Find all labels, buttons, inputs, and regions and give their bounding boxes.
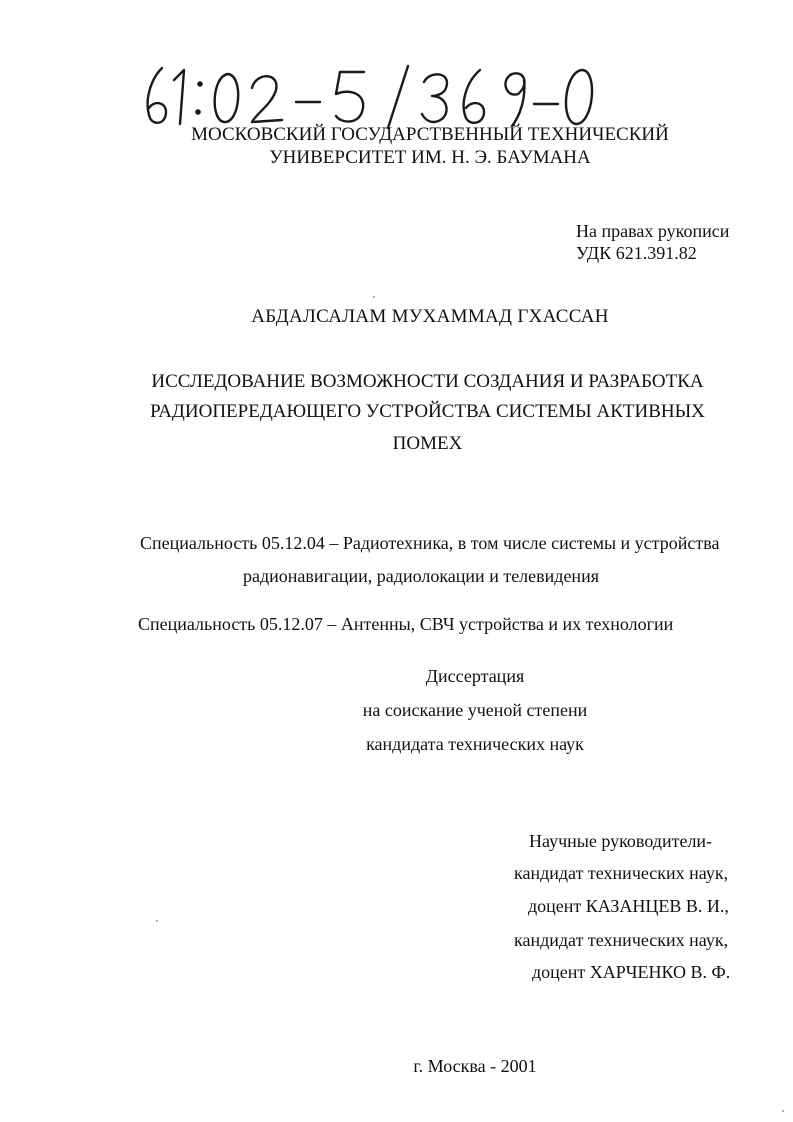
thesis-title-line1: ИССЛЕДОВАНИЕ ВОЗМОЖНОСТИ СОЗДАНИЯ И РАЗРАБОТКА [151,371,704,392]
supervisor-2-name: доцент ХАРЧЕНКО В. Ф. [532,962,731,982]
specialty-first-line1: Специальность 05.12.04 – Радиотехника, в том числе системы и устройства [140,533,720,553]
scan-speck [156,920,158,922]
thesis-title-line3: ПОМЕХ [392,433,463,454]
udc-code: УДК 621.391.82 [576,243,697,263]
manuscript-rights: На правах рукописи [576,221,730,241]
author-name: АБДАЛСАЛАМ МУХАММАД ГХАССАН [251,306,609,327]
city-year: г. Москва - 2001 [413,1056,537,1076]
dissertation-label: Диссертация [425,666,525,686]
thesis-title-line2: РАДИОПЕРЕДАЮЩЕГО УСТРОЙСТВА СИСТЕМЫ АКТИВНЫХ [150,401,705,422]
university-name-line2: УНИВЕРСИТЕТ ИМ. Н. Э. БАУМАНА [269,147,591,168]
specialty-second: Специальность 05.12.07 – Антенны, СВЧ устройства и их технологии [138,614,674,634]
supervisor-1-degree: кандидат технических наук, [514,863,729,883]
scan-speck [782,1110,784,1112]
dissertation-degree-line1: на соискание ученой степени [362,700,588,720]
specialty-first-line2: радионавигации, радиолокации и телевидения [243,566,599,586]
supervisors-heading: Научные руководители- [529,831,713,851]
dissertation-degree-line2: кандидата технических наук [366,734,584,754]
scan-speck [373,296,375,298]
handwritten-archive-number [140,62,600,132]
supervisor-2-degree: кандидат технических наук, [514,930,729,950]
university-name-line1: МОСКОВСКИЙ ГОСУДАРСТВЕННЫЙ ТЕХНИЧЕСКИЙ [191,124,669,145]
supervisor-1-name: доцент КАЗАНЦЕВ В. И., [528,896,729,916]
